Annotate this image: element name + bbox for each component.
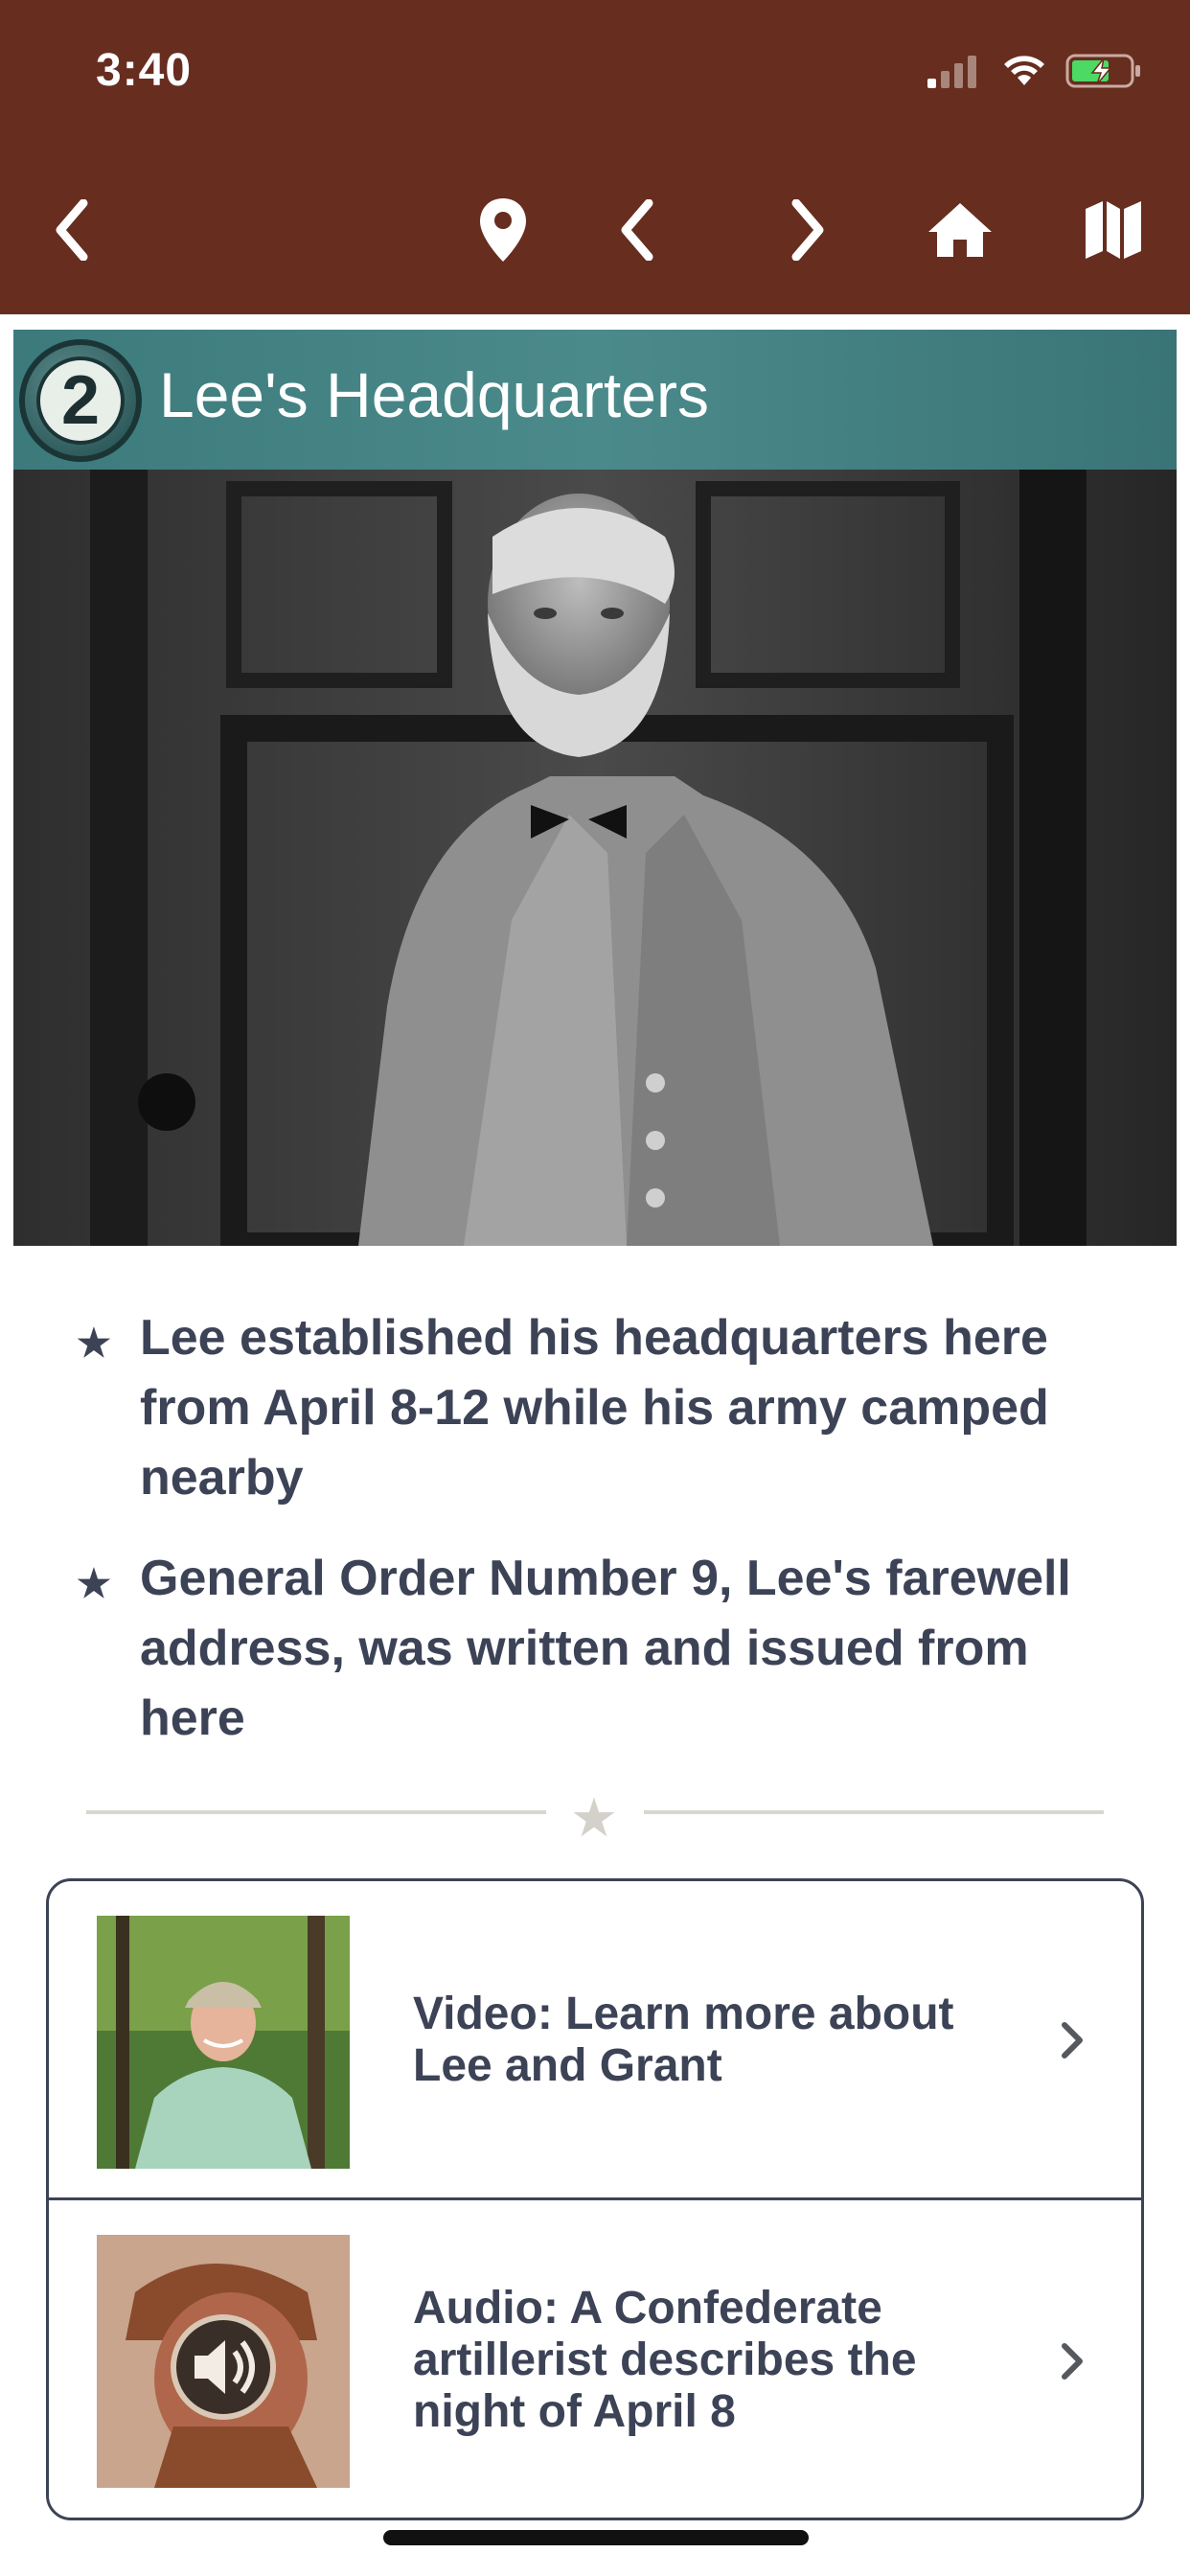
chevron-left-icon — [53, 199, 91, 261]
stop-number: 2 — [36, 356, 125, 445]
star-bullet-icon: ★ — [77, 1563, 111, 1605]
fact-text: Lee established his headquarters here from April 8-12 while his army camped nearby — [140, 1310, 1049, 1506]
stop-number-badge — [19, 339, 142, 462]
wifi-icon — [1000, 53, 1048, 89]
home-button[interactable] — [922, 182, 998, 278]
top-bar — [0, 0, 1190, 314]
location-button[interactable] — [469, 182, 537, 278]
next-stop-button[interactable] — [774, 182, 841, 278]
divider-line — [86, 1810, 546, 1814]
chevron-right-icon — [1053, 2012, 1091, 2069]
chevron-left-icon — [618, 199, 656, 261]
map-pin-icon — [478, 196, 528, 264]
video-thumbnail — [97, 1916, 350, 2169]
home-icon — [927, 201, 994, 259]
battery-charging-icon — [1065, 53, 1142, 89]
folded-map-icon — [1084, 199, 1143, 261]
chevron-right-icon — [789, 199, 827, 261]
audio-link-row[interactable] — [49, 2200, 1141, 2519]
star-bullet-icon: ★ — [77, 1322, 111, 1365]
cellular-signal-icon — [926, 54, 983, 88]
audio-link-label: Audio: A Confederate artillerist describes the night of April 8 — [413, 2283, 917, 2437]
back-button[interactable] — [38, 182, 105, 278]
status-indicators — [926, 52, 1142, 90]
map-button[interactable] — [1077, 182, 1150, 278]
list-item — [77, 1544, 1131, 1754]
video-link-label: Video: Learn more about Lee and Grant — [413, 1989, 954, 2091]
chevron-right-icon — [1053, 2333, 1091, 2390]
video-link-row[interactable] — [49, 1881, 1141, 2200]
audio-thumbnail — [97, 2235, 350, 2488]
star-icon: ★ — [569, 1787, 619, 1848]
fact-text: General Order Number 9, Lee's farewell address, was written and issued from here — [140, 1551, 1071, 1746]
media-card — [46, 1878, 1144, 2520]
portrait-illustration — [13, 470, 1177, 1246]
status-time: 3:40 — [96, 45, 193, 96]
home-indicator[interactable] — [383, 2530, 809, 2545]
star-divider — [86, 1787, 1104, 1848]
nav-bar — [0, 182, 1190, 278]
historic-portrait-photo — [13, 470, 1177, 1246]
stop-title-banner — [13, 330, 1177, 470]
previous-stop-button[interactable] — [604, 182, 671, 278]
page-title: Lee's Headquarters — [159, 359, 709, 430]
divider-line — [644, 1810, 1104, 1814]
stop-facts-list — [77, 1303, 1131, 1784]
list-item — [77, 1303, 1131, 1513]
